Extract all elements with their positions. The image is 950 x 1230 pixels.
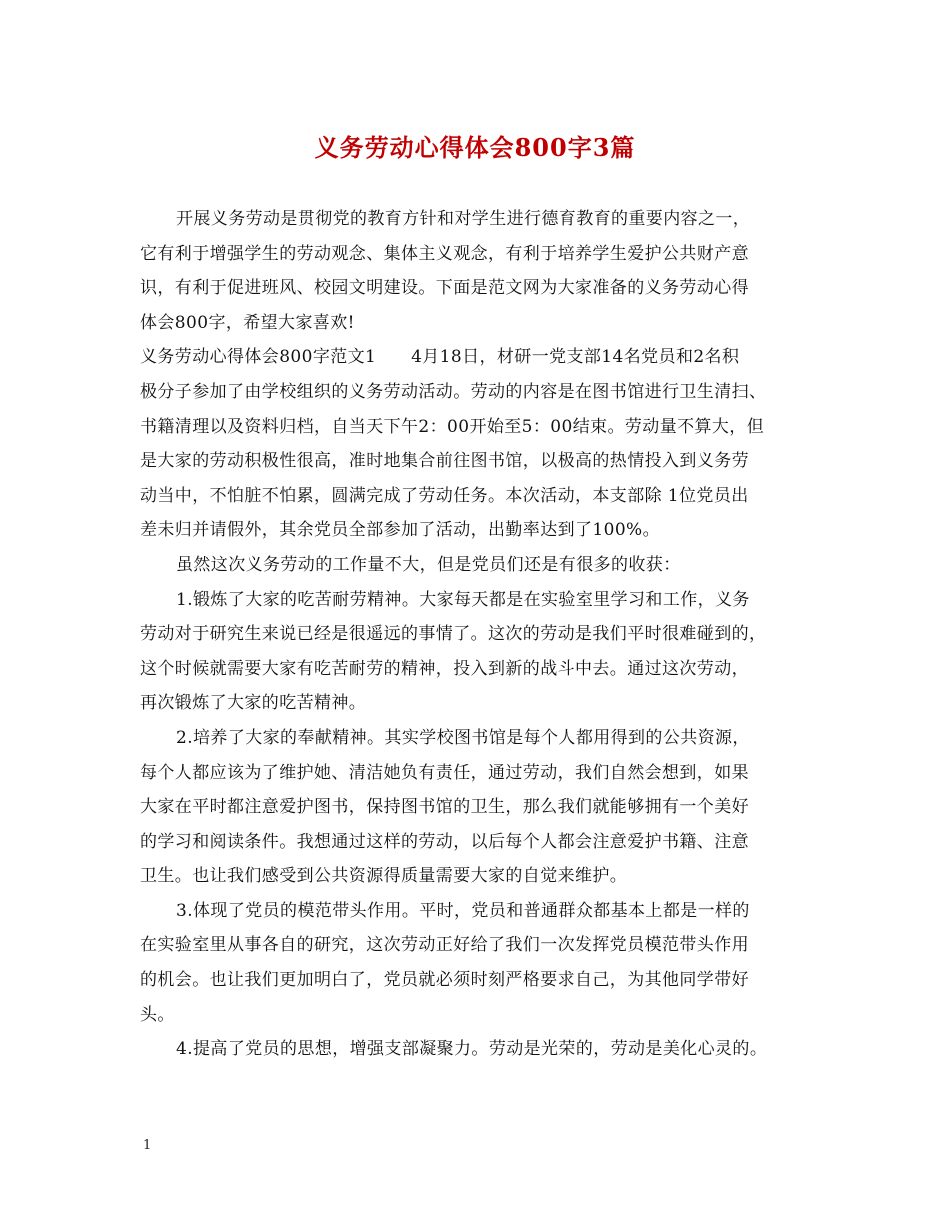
text-line: 识，有利于促进班风、校园文明建设。下面是范文网为大家准备的义务劳动心得 (140, 278, 749, 299)
text-line: 义务劳动心得体会800字范文1 4月18日，材研一党支部14名党员和2名积 (140, 347, 740, 368)
text-line: 是大家的劳动积极性很高，准时地集合前往图书馆，以极高的热情投入到义务劳 (140, 451, 749, 472)
page-number: 1 (143, 1138, 152, 1153)
text-line: 的机会。也让我们更加明白了，党员就必须时刻严格要求自己，为其他同学带好 (140, 970, 749, 991)
text-line: 再次锻炼了大家的吃苦精神。 (140, 693, 367, 714)
text-line: 书籍清理以及资料归档，自当天下午2：00开始至5：00结束。劳动量不算大，但 (140, 416, 765, 437)
document-title: 义务劳动心得体会800字3篇 (314, 133, 636, 162)
text-line: 头。 (140, 1004, 175, 1025)
text-line: 在实验室里从事各自的研究，这次劳动正好给了我们一次发挥党员模范带头作用 (140, 935, 749, 956)
text-line: 1.锻炼了大家的吃苦耐劳精神。大家每天都是在实验室里学习和工作，义务 (176, 589, 750, 610)
text-line: 大家在平时都注意爱护图书，保持图书馆的卫生，那么我们就能够拥有一个美好 (140, 797, 749, 818)
text-line: 虽然这次义务劳动的工作量不大，但是党员们还是有很多的收获： (176, 554, 681, 575)
text-line: 的学习和阅读条件。我想通过这样的劳动，以后每个人都会注意爱护书籍、注意 (140, 831, 749, 852)
text-line: 劳动对于研究生来说已经是很遥远的事情了。这次的劳动是我们平时很难碰到的， (140, 624, 767, 645)
text-line: 开展义务劳动是贯彻党的教育方针和对学生进行德育教育的重要内容之一， (176, 209, 751, 229)
document-body (140, 202, 820, 1067)
text-line: 3.体现了党员的模范带头作用。平时，党员和普通群众都基本上都是一样的 (176, 900, 750, 921)
text-line: 2.培养了大家的奉献精神。其实学校图书馆是每个人都用得到的公共资源， (176, 727, 750, 748)
text-line: 体会800字，希望大家喜欢! (140, 312, 355, 333)
text-line: 极分子参加了由学校组织的义务劳动活动。劳动的内容是在图书馆进行卫生清扫、 (140, 381, 767, 402)
text-line: 4.提高了党员的思想，增强支部凝聚力。劳动是光荣的，劳动是美化心灵的。 (176, 1039, 768, 1060)
text-line: 卫生。也让我们感受到公共资源得质量需要大家的自觉来维护。 (140, 866, 628, 887)
text-line: 这个时候就需要大家有吃苦耐劳的精神，投入到新的战斗中去。通过这次劳动， (140, 658, 749, 679)
text-line: 动当中，不怕脏不怕累，圆满完成了劳动任务。本次活动，本支部除 1位党员出 (140, 485, 749, 506)
text-line: 它有利于增强学生的劳动观念、集体主义观念，有利于培养学生爱护公共财产意 (140, 243, 749, 264)
text-line: 差未归并请假外，其余党员全部参加了活动，出勤率达到了100%。 (140, 520, 660, 541)
text-line: 每个人都应该为了维护她、清洁她负有责任，通过劳动，我们自然会想到，如果 (140, 762, 749, 783)
